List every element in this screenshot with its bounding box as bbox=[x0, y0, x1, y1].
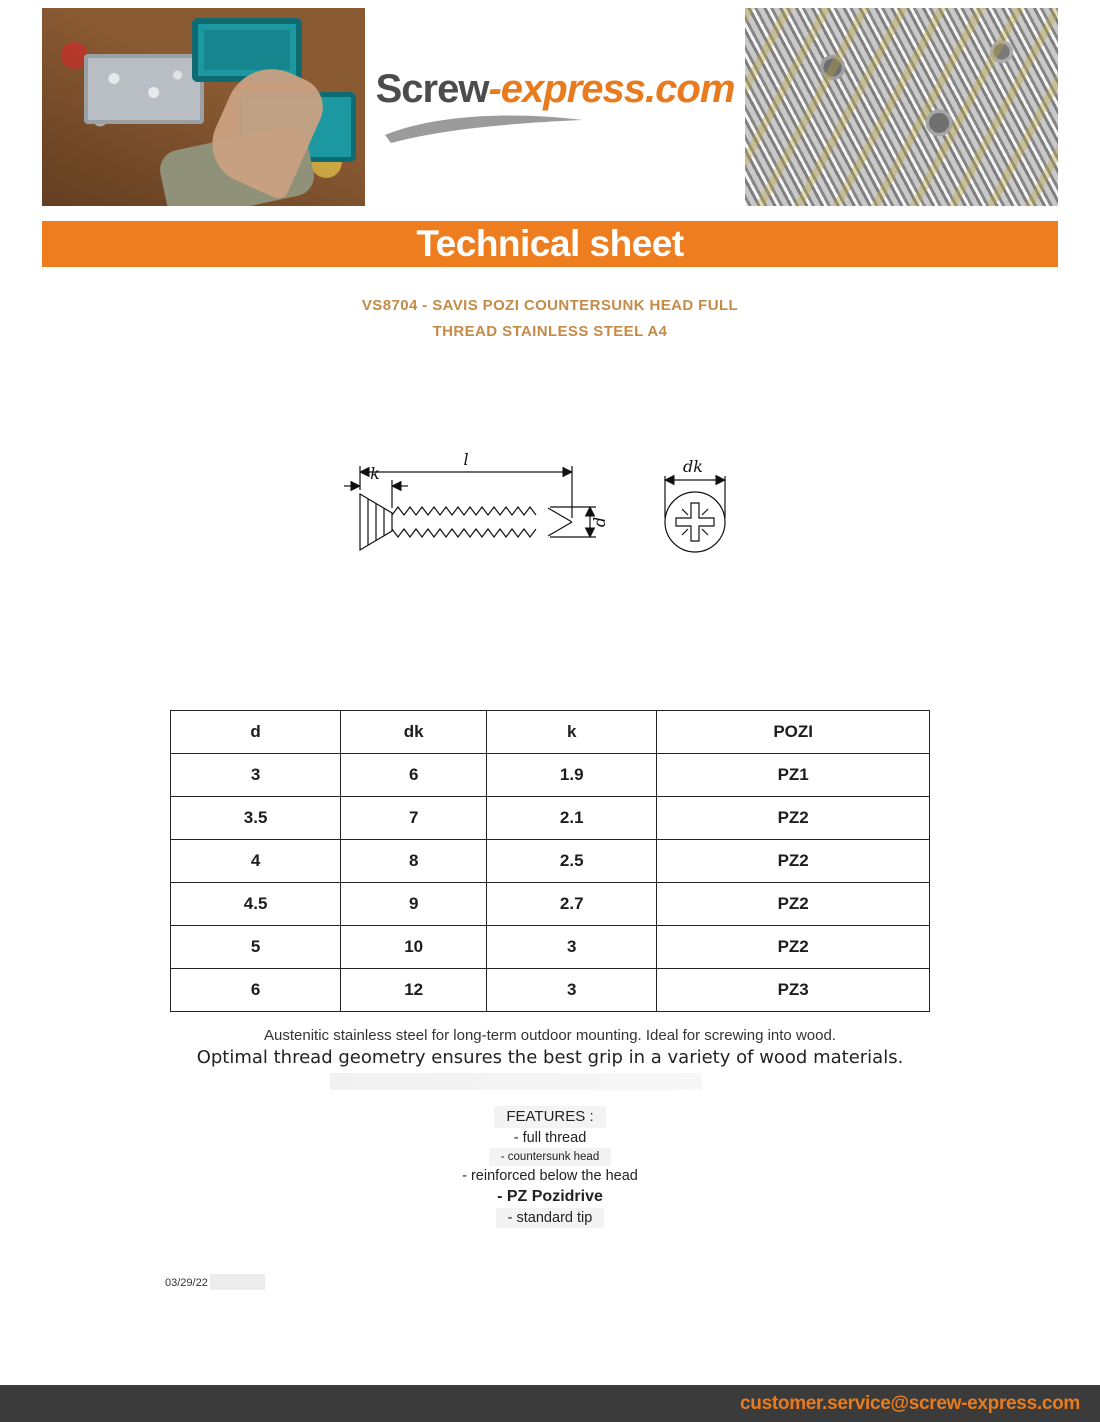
pozi-recess-cross bbox=[676, 503, 714, 541]
cell: PZ3 bbox=[657, 969, 930, 1012]
table-row bbox=[171, 969, 930, 1012]
dim-label-l: l bbox=[463, 450, 469, 469]
screw-thread-bottom bbox=[392, 529, 536, 537]
spec-table bbox=[170, 710, 930, 1012]
screws-photo bbox=[745, 8, 1058, 206]
banner-title: Technical sheet bbox=[42, 221, 1058, 267]
header bbox=[42, 8, 1058, 206]
feature-item: - PZ Pozidrive bbox=[497, 1188, 603, 1205]
product-title-line2: THREAD STAINLESS STEEL A4 bbox=[432, 323, 668, 340]
col-header-dk: dk bbox=[341, 711, 487, 754]
scan-artifact bbox=[330, 1073, 702, 1090]
table-row bbox=[171, 754, 930, 797]
col-header-k: k bbox=[487, 711, 657, 754]
table-row bbox=[171, 797, 930, 840]
screw-thread-top bbox=[392, 507, 536, 515]
cell: 2.7 bbox=[487, 883, 657, 926]
dim-label-dk: dk bbox=[683, 457, 703, 476]
table-row bbox=[171, 883, 930, 926]
features-heading-text: FEATURES : bbox=[494, 1106, 605, 1128]
description-line2: Optimal thread geometry ensures the best grip in a variety of wood materials. bbox=[196, 1047, 904, 1068]
feature-item-text: - countersunk head bbox=[489, 1148, 611, 1166]
screw-tip bbox=[548, 508, 572, 536]
description bbox=[0, 1027, 1100, 1068]
cell: 8 bbox=[341, 840, 487, 883]
brand-logo-orange: -express.com bbox=[488, 67, 735, 111]
footer-bar bbox=[0, 1385, 1100, 1422]
logo-swoosh-icon bbox=[379, 111, 589, 145]
product-title bbox=[0, 293, 1100, 345]
cell: 9 bbox=[341, 883, 487, 926]
cell: 4.5 bbox=[171, 883, 341, 926]
cell: 2.5 bbox=[487, 840, 657, 883]
feature-item: - reinforced below the head bbox=[462, 1168, 638, 1184]
cell: 7 bbox=[341, 797, 487, 840]
dim-label-d: d bbox=[590, 516, 609, 528]
cell: 3.5 bbox=[171, 797, 341, 840]
cell: 10 bbox=[341, 926, 487, 969]
cell: PZ1 bbox=[657, 754, 930, 797]
cell: 3 bbox=[171, 754, 341, 797]
cell: 12 bbox=[341, 969, 487, 1012]
feature-item bbox=[0, 1148, 1100, 1166]
screw-technical-drawing bbox=[300, 432, 770, 632]
photo-decoration bbox=[84, 54, 204, 124]
customer-service-email: customer.service@screw-express.com bbox=[740, 1392, 1080, 1414]
table-header-row bbox=[171, 711, 930, 754]
brand-logo-dark: Screw bbox=[375, 67, 489, 111]
scan-artifact bbox=[210, 1274, 265, 1290]
cell: PZ2 bbox=[657, 926, 930, 969]
cell: 1.9 bbox=[487, 754, 657, 797]
cell: 6 bbox=[341, 754, 487, 797]
cell: 3 bbox=[487, 926, 657, 969]
cell: PZ2 bbox=[657, 840, 930, 883]
product-title-line1: VS8704 - SAVIS POZI COUNTERSUNK HEAD FULL bbox=[361, 297, 739, 314]
cell: PZ2 bbox=[657, 797, 930, 840]
feature-item-text: - standard tip bbox=[496, 1208, 605, 1228]
logo-area bbox=[365, 8, 745, 206]
dim-label-k: k bbox=[370, 464, 380, 483]
cell: 2.1 bbox=[487, 797, 657, 840]
table-row bbox=[171, 840, 930, 883]
workbench-photo bbox=[42, 8, 365, 206]
cell: 5 bbox=[171, 926, 341, 969]
feature-item: - full thread bbox=[513, 1130, 587, 1146]
features-heading bbox=[0, 1106, 1100, 1128]
cell: 4 bbox=[171, 840, 341, 883]
description-line1: Austenitic stainless steel for long-term outdoor mounting. Ideal for screwing into wood. bbox=[264, 1027, 836, 1044]
dim-dk-extensions bbox=[665, 476, 725, 518]
col-header-d: d bbox=[171, 711, 341, 754]
screw-head-hatch bbox=[368, 499, 384, 545]
pozi-diagonal-ticks bbox=[682, 509, 708, 535]
table-row bbox=[171, 926, 930, 969]
feature-item bbox=[0, 1208, 1100, 1228]
cell: PZ2 bbox=[657, 883, 930, 926]
head-front-view-circle bbox=[665, 492, 725, 552]
cell: 6 bbox=[171, 969, 341, 1012]
document-date: 03/29/22 bbox=[165, 1277, 208, 1289]
features-section bbox=[0, 1106, 1100, 1228]
col-header-pozi: POZI bbox=[657, 711, 930, 754]
cell: 3 bbox=[487, 969, 657, 1012]
brand-logo bbox=[376, 69, 735, 109]
